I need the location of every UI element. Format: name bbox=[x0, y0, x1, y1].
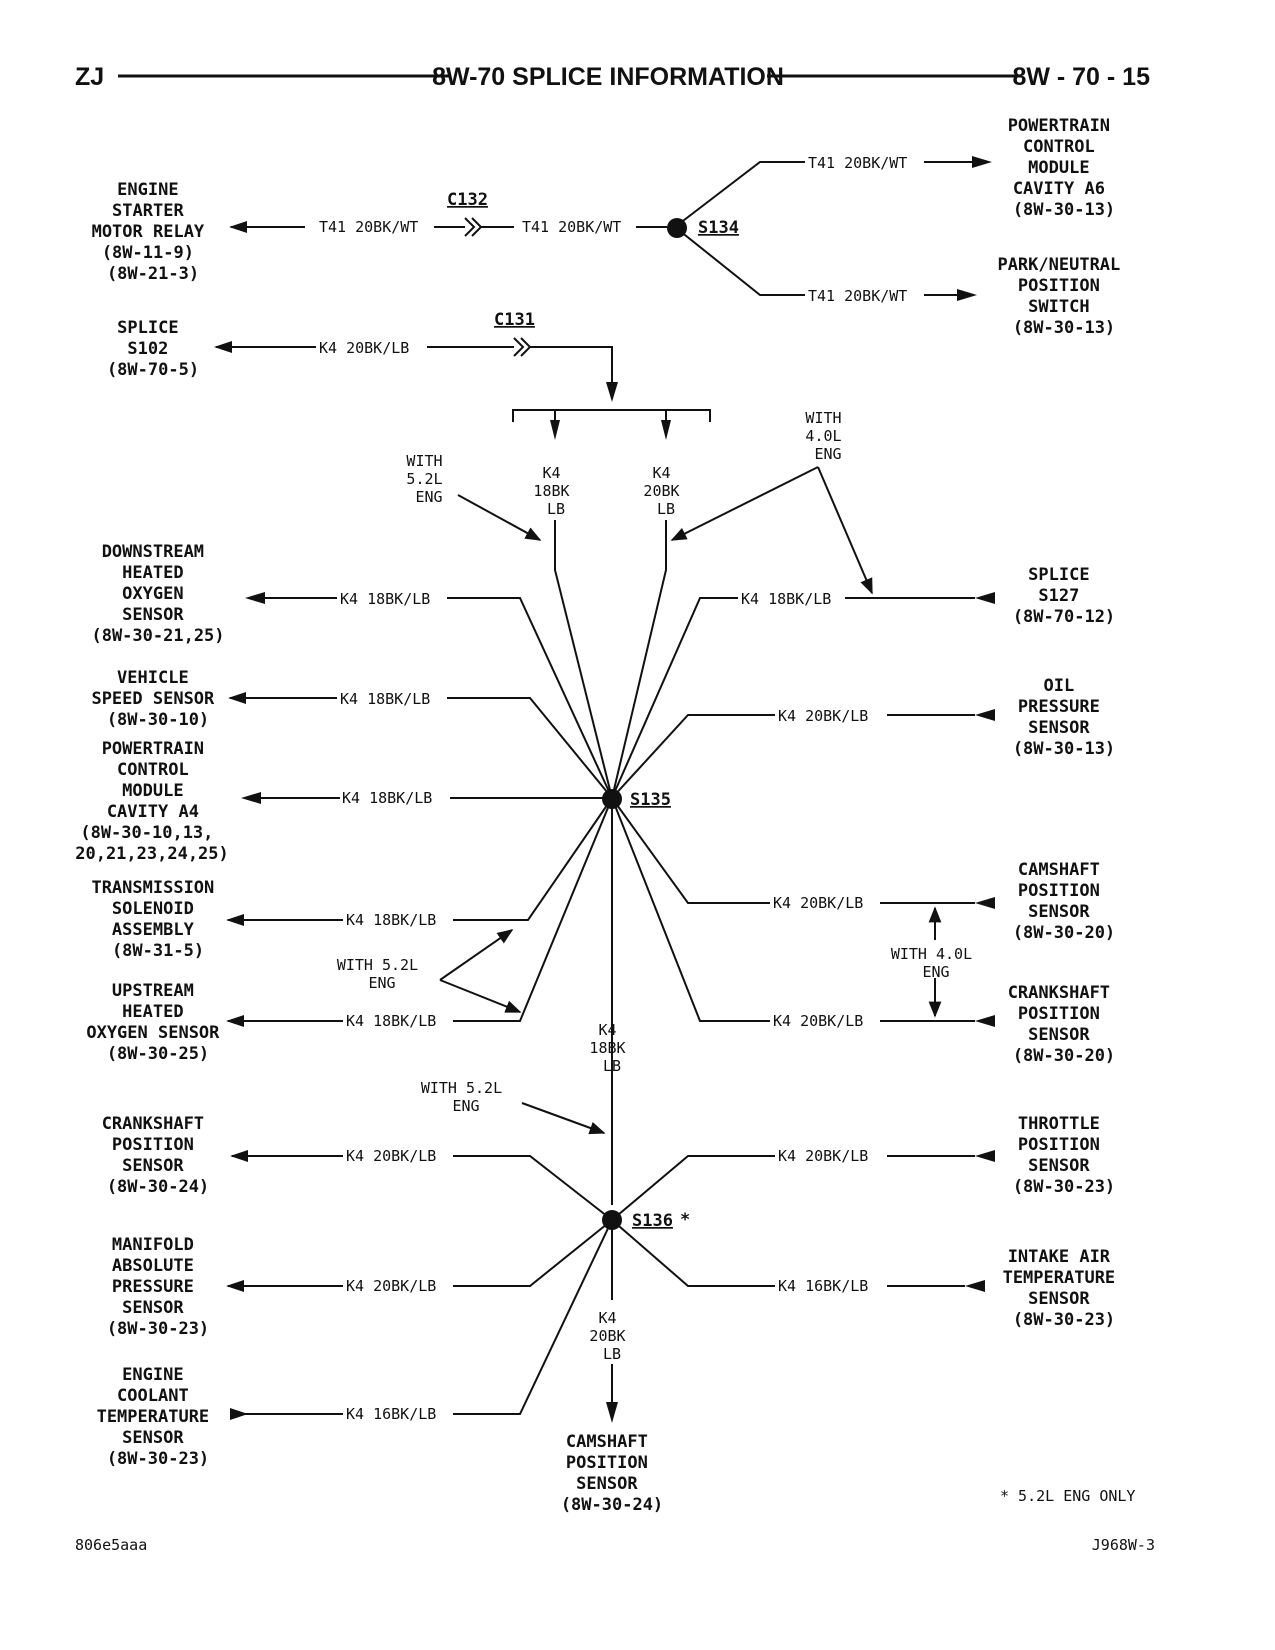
connector-c132: C132 bbox=[447, 190, 488, 210]
splice-s136: S136 bbox=[632, 1211, 673, 1231]
splice-s135: S135 bbox=[630, 790, 671, 810]
note-with-52-top: WITH 5.2L ENG bbox=[406, 452, 443, 506]
page-number: 8W - 70 - 15 bbox=[1012, 63, 1150, 91]
page-title: 8W-70 SPLICE INFORMATION bbox=[432, 63, 784, 91]
throttle-position-sensor-label: THROTTLE POSITION SENSOR (8W-30-23) bbox=[1012, 1114, 1116, 1197]
pcm-cavity-a6-label: POWERTRAIN CONTROL MODULE CAVITY A6 (8W-30-13) bbox=[1007, 116, 1116, 220]
oil-pressure-sensor-label: OIL PRESSURE SENSOR (8W-30-13) bbox=[1012, 676, 1116, 759]
engine-starter-relay-label: ENGINE STARTER MOTOR RELAY (8W-11-9) (8W-21-3) bbox=[91, 180, 205, 284]
svg-text:K4 16BK/LB: K4 16BK/LB bbox=[346, 1405, 437, 1423]
crankshaft-position-sensor-24-label: CRANKSHAFT POSITION SENSOR (8W-30-24) bbox=[101, 1114, 210, 1197]
svg-text:T41 20BK/WT: T41 20BK/WT bbox=[319, 218, 419, 236]
wire-label-k4-18-vertical: K4 18BK LB bbox=[589, 1021, 626, 1075]
splice-s136-dot bbox=[602, 1210, 622, 1230]
note-pointer-low bbox=[522, 1103, 604, 1133]
footnote: * 5.2L ENG ONLY bbox=[1000, 1487, 1136, 1505]
svg-text:T41 20BK/WT: T41 20BK/WT bbox=[808, 287, 908, 305]
t41-circuit bbox=[229, 154, 992, 305]
svg-text:T41 20BK/WT: T41 20BK/WT bbox=[522, 218, 622, 236]
splice-s134-dot bbox=[667, 218, 687, 238]
splice-s136-asterisk: * bbox=[680, 1210, 691, 1230]
wire-label-k4-20-vertical: K4 20BK LB bbox=[589, 1309, 626, 1363]
header-left: ZJ bbox=[75, 63, 105, 91]
svg-text:K4 18BK/LB: K4 18BK/LB bbox=[342, 789, 433, 807]
svg-text:K4 18BK/LB: K4 18BK/LB bbox=[340, 590, 431, 608]
splice-s134: S134 bbox=[698, 218, 739, 238]
svg-text:K4 20BK/LB: K4 20BK/LB bbox=[778, 1147, 869, 1165]
svg-text:K4 18BK/LB: K4 18BK/LB bbox=[346, 911, 437, 929]
map-sensor-label: MANIFOLD ABSOLUTE PRESSURE SENSOR (8W-30-23) bbox=[106, 1235, 210, 1339]
svg-text:K4 20BK/LB: K4 20BK/LB bbox=[319, 339, 410, 357]
camshaft-position-sensor-20-label: CAMSHAFT POSITION SENSOR (8W-30-20) bbox=[1012, 860, 1116, 943]
park-neutral-switch-label: PARK/NEUTRAL POSITION SWITCH (8W-30-13) bbox=[997, 255, 1121, 338]
svg-text:K4 16BK/LB: K4 16BK/LB bbox=[778, 1277, 869, 1295]
footer-right: J968W-3 bbox=[1091, 1536, 1155, 1554]
note-with-40-mid: WITH 4.0L ENG bbox=[890, 945, 973, 981]
note-pointers-mid bbox=[440, 908, 935, 1016]
svg-text:T41 20BK/WT: T41 20BK/WT bbox=[808, 154, 908, 172]
camshaft-position-sensor-24-label: CAMSHAFT POSITION SENSOR (8W-30-24) bbox=[560, 1432, 664, 1515]
note-with-52-low: WITH 5.2L ENG bbox=[420, 1079, 503, 1115]
svg-text:K4 18BK/LB: K4 18BK/LB bbox=[340, 690, 431, 708]
crankshaft-position-sensor-20-label: CRANKSHAFT POSITION SENSOR (8W-30-20) bbox=[1007, 983, 1116, 1066]
iat-sensor-label: INTAKE AIR TEMPERATURE SENSOR (8W-30-23) bbox=[1002, 1247, 1116, 1330]
pcm-cavity-a4-label: POWERTRAIN CONTROL MODULE CAVITY A4 (8W-30-10,13, 20,21,23,24,25) bbox=[75, 739, 229, 864]
splice-s135-dot bbox=[602, 789, 622, 809]
downstream-o2-sensor-label: DOWNSTREAM HEATED OXYGEN SENSOR (8W-30-21,25) bbox=[91, 542, 225, 646]
upstream-o2-sensor-label: UPSTREAM HEATED OXYGEN SENSOR (8W-30-25) bbox=[86, 981, 220, 1064]
svg-text:K4 18BK/LB: K4 18BK/LB bbox=[346, 1012, 437, 1030]
connector-c131: C131 bbox=[494, 310, 535, 330]
c131-circuit bbox=[214, 338, 710, 440]
note-with-40-top: WITH 4.0L ENG bbox=[805, 409, 842, 463]
wire-label-k4-18-stack: K4 18BK LB bbox=[533, 464, 570, 518]
transmission-solenoid-label: TRANSMISSION SOLENOID ASSEMBLY (8W-31-5) bbox=[91, 878, 215, 961]
svg-text:K4 20BK/LB: K4 20BK/LB bbox=[773, 1012, 864, 1030]
s136-wires bbox=[226, 1147, 995, 1423]
svg-text:K4 18BK/LB: K4 18BK/LB bbox=[741, 590, 832, 608]
svg-text:K4 20BK/LB: K4 20BK/LB bbox=[346, 1147, 437, 1165]
svg-text:K4 20BK/LB: K4 20BK/LB bbox=[778, 707, 869, 725]
wire-label-k4-20-stack: K4 20BK LB bbox=[643, 464, 680, 518]
footer-left: 806e5aaa bbox=[75, 1536, 148, 1554]
s135-wires bbox=[226, 520, 995, 1205]
splice-s127-label: SPLICE S127 (8W-70-12) bbox=[1012, 565, 1116, 627]
svg-text:K4 20BK/LB: K4 20BK/LB bbox=[773, 894, 864, 912]
ect-sensor-label: ENGINE COOLANT TEMPERATURE SENSOR (8W-30-23) bbox=[96, 1365, 210, 1469]
vehicle-speed-sensor-label: VEHICLE SPEED SENSOR (8W-30-10) bbox=[91, 668, 215, 730]
svg-text:K4 20BK/LB: K4 20BK/LB bbox=[346, 1277, 437, 1295]
splice-s102-label: SPLICE S102 (8W-70-5) bbox=[106, 318, 200, 380]
note-with-52-mid: WITH 5.2L ENG bbox=[336, 956, 419, 992]
